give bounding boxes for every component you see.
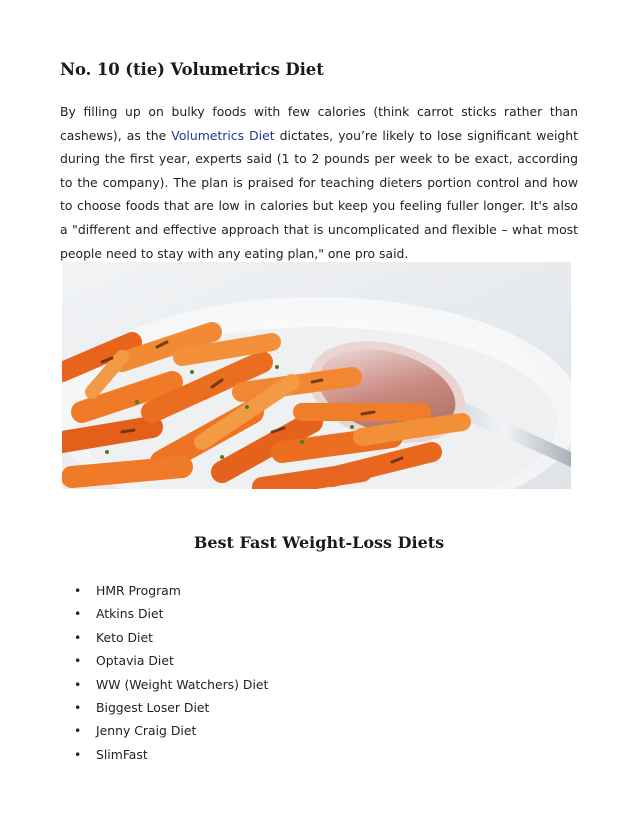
list-item [70,743,268,766]
diet-list [70,579,268,766]
bullet-icon: • [74,676,82,692]
list-item-label: HMR Program [96,583,181,598]
list-item-label: Biggest Loser Diet [96,699,210,715]
bullet-icon: • [74,723,82,739]
list-item-label: Keto Diet [96,629,153,645]
list-item-label: SlimFast [96,746,148,762]
list-item [70,673,268,696]
list-item-label: Atkins Diet [96,606,164,622]
bullet-icon: • [74,629,82,645]
bullet-icon: • [74,583,82,598]
list-item [70,602,268,625]
list-heading: Best Fast Weight-Loss Diets [193,533,445,552]
list-item [70,719,268,742]
section-heading: No. 10 (tie) Volumetrics Diet [60,60,324,79]
roasted-carrots-photo [62,262,571,489]
list-item [70,626,268,649]
bullet-icon: • [74,606,82,622]
article-paragraph [60,100,578,265]
paragraph-text-start: By filling up on bulky foods with few calories (think carrot sticks rather than cashews), as the [60,104,578,143]
volumetrics-diet-link[interactable]: Volumetrics Diet [166,127,280,143]
list-item-label: WW (Weight Watchers) Diet [96,676,269,692]
list-item-label: Optavia Diet [96,653,174,669]
paragraph-text-end: dictates, you’re likely to lose significant weight during the first year, experts said (1 to 2 pounds per week to be exact, according to the company). The plan is praised for teaching dieters portion control and how to choose foods that are low in calories but keep you feeling fuller longer. It's also a "different and effective approach that is uncomplicated and flexible – what most people need to stay with any eating plan," one pro said. [60,127,579,261]
list-item [70,579,268,602]
list-item [70,649,268,672]
list-item [70,696,268,719]
bullet-icon: • [74,699,82,715]
bullet-icon: • [74,653,82,669]
list-item-label: Jenny Craig Diet [96,723,197,739]
bullet-icon: • [74,746,82,762]
